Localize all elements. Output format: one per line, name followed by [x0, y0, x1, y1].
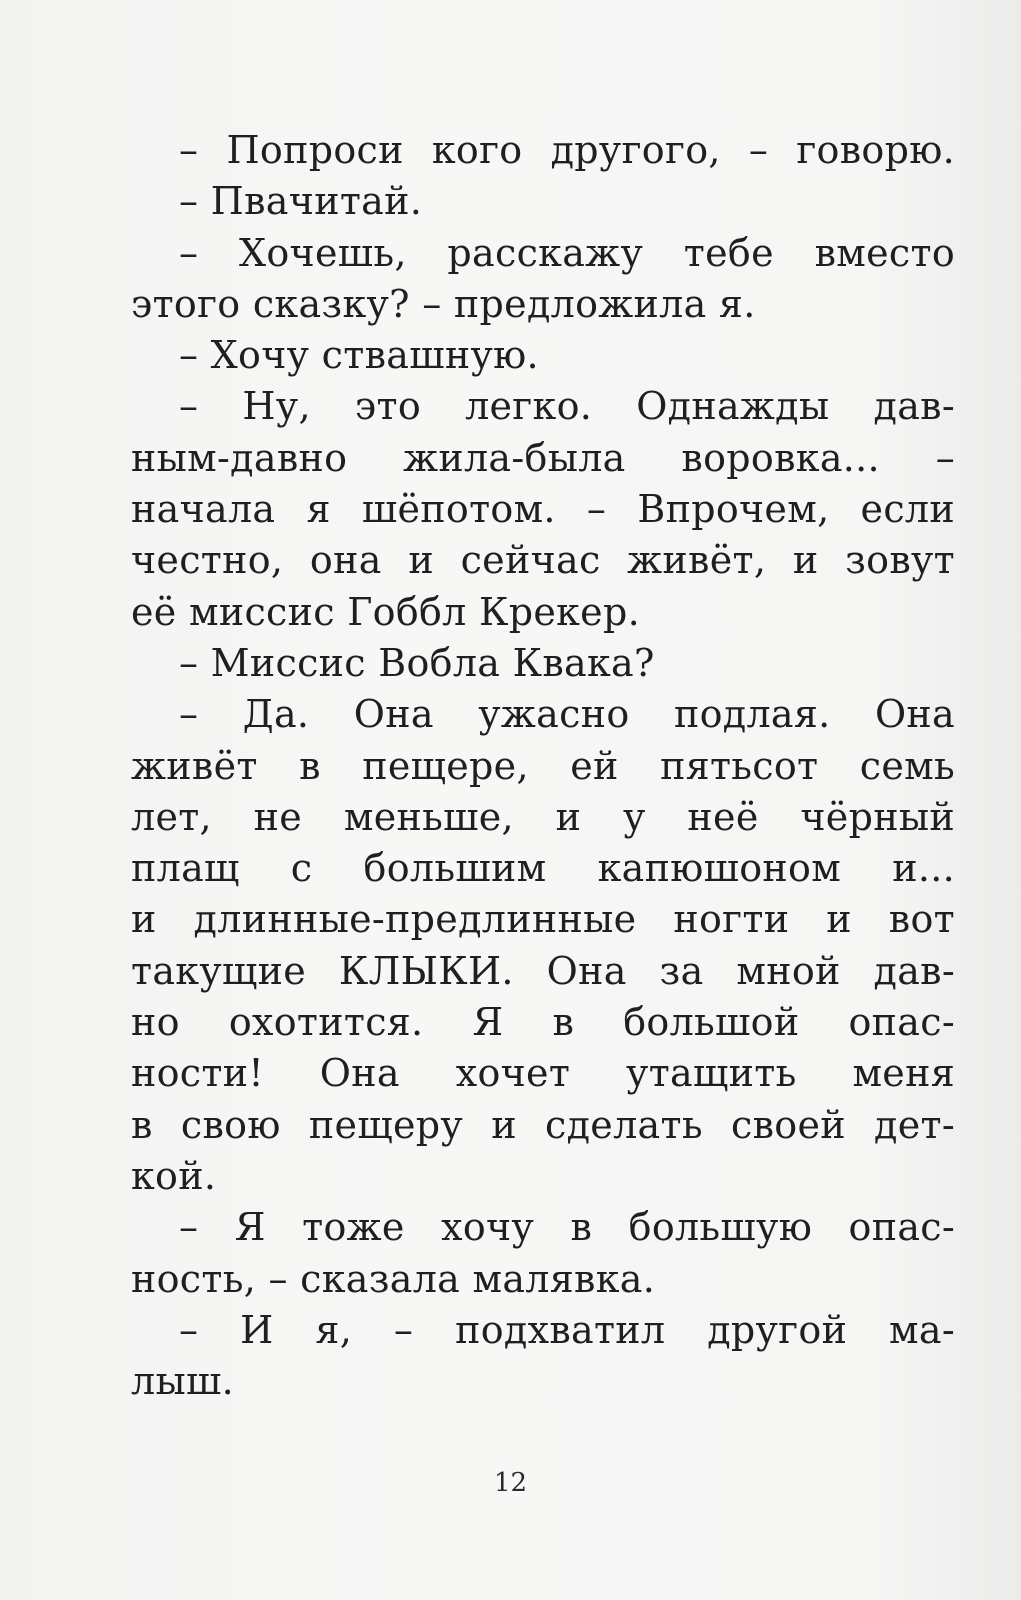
text-line: лет, не меньше, и у неё чёрный — [131, 794, 955, 839]
text-line: – Ну, это легко. Однажды дав- — [179, 384, 955, 429]
text-line: – Да. Она ужасно подлая. Она — [179, 692, 955, 737]
text-line: – И я, – подхватил другой ма- — [179, 1307, 955, 1352]
text-line: лыш. — [131, 1359, 234, 1404]
text-line: начала я шёпотом. – Впрочем, если — [131, 487, 955, 532]
text-line: живёт в пещере, ей пятьсот семь — [131, 743, 955, 788]
text-line: честно, она и сейчас живёт, и зовут — [131, 538, 955, 583]
text-line: – Миссис Вобла Квака? — [179, 640, 655, 685]
text-line: ности! Она хочет утащить меня — [131, 1051, 955, 1096]
page-number: 12 — [493, 1468, 528, 1498]
text-line: – Попроси кого другого, – говорю. — [179, 128, 955, 172]
text-line: ность, – сказала малявка. — [131, 1256, 656, 1301]
text-line: её миссис Гоббл Крекер. — [131, 589, 640, 634]
text-line: и длинные-предлинные ногти и вот — [131, 897, 955, 942]
text-line: кой. — [131, 1153, 217, 1198]
text-line: плащ с большим капюшоном и... — [131, 846, 955, 891]
text-line: такущие КЛЫКИ. Она за мной дав- — [131, 948, 955, 993]
text-line: – Я тоже хочу в большую опас- — [179, 1205, 955, 1250]
page-text — [131, 125, 955, 1407]
text-line: но охотится. Я в большой опас- — [131, 1000, 955, 1045]
text-line: – Хочешь, расскажу тебе вместо — [179, 230, 955, 275]
text-line: ным-давно жила-была воровка... – — [131, 435, 955, 480]
text-line: – Пвачитай. — [179, 179, 423, 224]
text-line: – Хочу ствашную. — [179, 333, 539, 378]
text-line: этого сказку? – предложила я. — [131, 281, 756, 326]
text-line: в свою пещеру и сделать своей дет- — [131, 1102, 955, 1147]
